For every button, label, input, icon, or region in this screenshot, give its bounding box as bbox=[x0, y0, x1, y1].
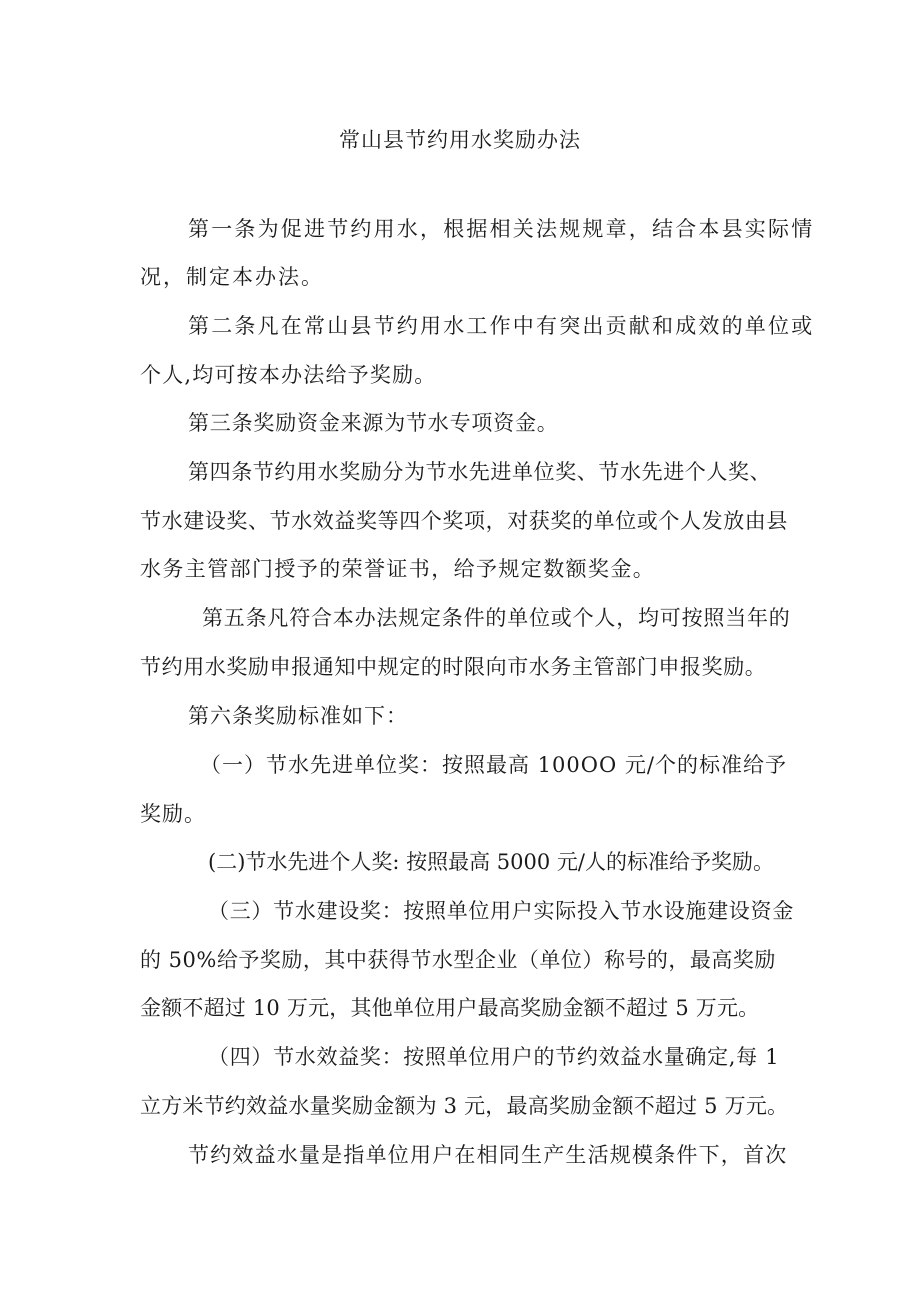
paragraph-line: (二)节水先进个人奖: 按照最高 5000 元/人的标准给予奖励。 bbox=[208, 850, 775, 874]
paragraph-line: （三）节水建设奖：按照单位用户实际投入节水设施建设资金 bbox=[208, 899, 794, 923]
paragraph-line: 立方米节约效益水量奖励金额为 3 元，最高奖励金额不超过 5 万元。 bbox=[140, 1094, 789, 1118]
paragraph-line: 节约用水奖励申报通知中规定的时限向市水务主管部门申报奖励。 bbox=[140, 655, 767, 679]
paragraph-line: 的 50%给予奖励，其中获得节水型企业（单位）称号的，最高奖励 bbox=[140, 948, 776, 972]
paragraph-line: 第一条为促进节约用水，根据相关法规规章，结合本县实际情 bbox=[188, 217, 815, 241]
paragraph-line: 个人,均可按本办法给予奖励。 bbox=[140, 363, 437, 387]
paragraph-line: 第五条凡符合本办法规定条件的单位或个人，均可按照当年的 bbox=[202, 606, 791, 630]
paragraph-line: 节水建设奖、节水效益奖等四个奖项，对获奖的单位或个人发放由县 bbox=[140, 509, 788, 533]
paragraph-line: （一）节水先进单位奖：按照最高 100OO 元/个的标准给予 bbox=[200, 753, 787, 777]
paragraph-line: 水务主管部门授予的荣誉证书，给予规定数额奖金。 bbox=[140, 557, 656, 581]
paragraph-line: 况，制定本办法。 bbox=[140, 265, 324, 289]
paragraph-line: 第二条凡在常山县节约用水工作中有突出贡献和成效的单位或 bbox=[188, 314, 815, 338]
paragraph-line: 金额不超过 10 万元，其他单位用户最高奖励金额不超过 5 万元。 bbox=[140, 996, 760, 1020]
paragraph-line: 第四条节约用水奖励分为节水先进单位奖、节水先进个人奖、 bbox=[188, 460, 772, 484]
document-title: 常山县节约用水奖励办法 bbox=[339, 128, 581, 152]
paragraph-line: 第三条奖励资金来源为节水专项资金。 bbox=[188, 411, 559, 435]
paragraph-line: （四）节水效益奖：按照单位用户的节约效益水量确定,每 1 bbox=[208, 1045, 780, 1069]
paragraph-line: 第六条奖励标准如下： bbox=[188, 704, 408, 728]
paragraph-line: 节约效益水量是指单位用户在相同生产生活规模条件下，首次 bbox=[188, 1143, 788, 1167]
paragraph-line: 奖励。 bbox=[140, 802, 206, 826]
